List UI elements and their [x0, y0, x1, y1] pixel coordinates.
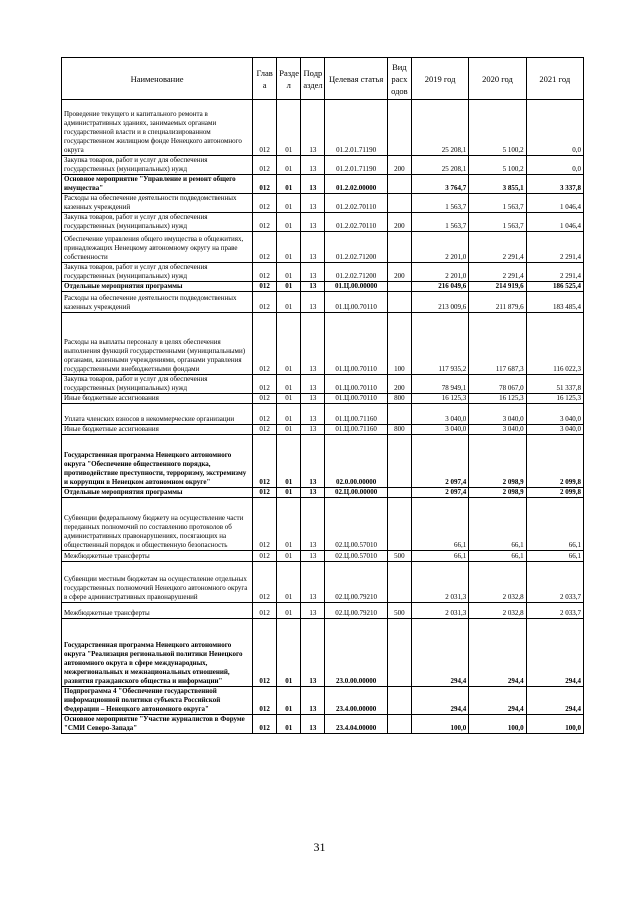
cell-article: 01.Ц.00.70110 — [325, 292, 387, 313]
cell-name: Субвенции федеральному бюджету на осуществление части переданных полномочий по составлению протоколов об административных правонарушениях, посягающих на общественный порядок и общественную безопасность — [62, 498, 253, 551]
cell-y2020: 2 098,9 — [469, 435, 526, 488]
cell-y2021: 0,0 — [526, 100, 583, 156]
cell-y2020: 1 563,7 — [469, 194, 526, 213]
cell-podrazdel: 13 — [301, 213, 325, 232]
cell-razdel: 01 — [277, 425, 301, 435]
cell-podrazdel: 13 — [301, 194, 325, 213]
table-row — [62, 375, 584, 394]
cell-y2019: 2 097,4 — [411, 435, 468, 488]
cell-article: 01.2.02.70110 — [325, 194, 387, 213]
cell-vid — [387, 715, 411, 734]
cell-glava: 012 — [253, 488, 277, 498]
cell-vid — [387, 194, 411, 213]
header-2021: 2021 год — [526, 58, 583, 100]
cell-podrazdel: 13 — [301, 292, 325, 313]
cell-y2019: 216 049,6 — [411, 282, 468, 292]
cell-y2021: 116 022,3 — [526, 313, 583, 375]
cell-article: 01.2.01.71190 — [325, 156, 387, 175]
cell-y2020: 2 032,8 — [469, 562, 526, 603]
cell-podrazdel: 13 — [301, 282, 325, 292]
cell-y2020: 100,0 — [469, 715, 526, 734]
cell-name: Основное мероприятие "Управление и ремонт общего имущества" — [62, 175, 253, 194]
cell-razdel: 01 — [277, 213, 301, 232]
cell-glava: 012 — [253, 292, 277, 313]
cell-razdel: 01 — [277, 100, 301, 156]
cell-vid: 800 — [387, 425, 411, 435]
table-row — [62, 435, 584, 488]
cell-podrazdel: 13 — [301, 175, 325, 194]
budget-table — [61, 57, 584, 734]
cell-y2021: 100,0 — [526, 715, 583, 734]
cell-y2021: 2 033,7 — [526, 562, 583, 603]
cell-glava: 012 — [253, 619, 277, 687]
table-row — [62, 100, 584, 156]
cell-vid — [387, 404, 411, 425]
cell-glava: 012 — [253, 263, 277, 282]
cell-article: 23.4.00.00000 — [325, 687, 387, 715]
table-row — [62, 263, 584, 282]
cell-article: 01.2.02.00000 — [325, 175, 387, 194]
cell-y2019: 16 125,3 — [411, 394, 468, 404]
cell-y2021: 66,1 — [526, 498, 583, 551]
table-row — [62, 715, 584, 734]
cell-razdel: 01 — [277, 394, 301, 404]
cell-y2021: 51 337,8 — [526, 375, 583, 394]
cell-y2021: 16 125,3 — [526, 394, 583, 404]
cell-y2019: 25 208,1 — [411, 156, 468, 175]
cell-glava: 012 — [253, 175, 277, 194]
cell-y2020: 2 032,8 — [469, 603, 526, 619]
cell-razdel: 01 — [277, 175, 301, 194]
cell-glava: 012 — [253, 687, 277, 715]
cell-article: 01.2.02.70110 — [325, 213, 387, 232]
cell-y2021: 294,4 — [526, 687, 583, 715]
cell-vid — [387, 687, 411, 715]
cell-article: 01.Ц.00.70110 — [325, 313, 387, 375]
cell-y2021: 1 046,4 — [526, 213, 583, 232]
cell-y2021: 66,1 — [526, 551, 583, 562]
cell-podrazdel: 13 — [301, 619, 325, 687]
cell-glava: 012 — [253, 603, 277, 619]
cell-podrazdel: 13 — [301, 603, 325, 619]
cell-y2020: 2 291,4 — [469, 263, 526, 282]
cell-vid — [387, 175, 411, 194]
cell-podrazdel: 13 — [301, 156, 325, 175]
cell-y2019: 3 040,0 — [411, 404, 468, 425]
table-row — [62, 232, 584, 263]
cell-y2021: 3 040,0 — [526, 425, 583, 435]
cell-article: 23.0.00.00000 — [325, 619, 387, 687]
cell-y2021: 2 291,4 — [526, 232, 583, 263]
cell-y2020: 3 040,0 — [469, 425, 526, 435]
cell-y2020: 2 291,4 — [469, 232, 526, 263]
cell-glava: 012 — [253, 425, 277, 435]
cell-vid — [387, 562, 411, 603]
table-row — [62, 156, 584, 175]
cell-y2020: 78 067,0 — [469, 375, 526, 394]
cell-y2021: 0,0 — [526, 156, 583, 175]
cell-y2021: 2 033,7 — [526, 603, 583, 619]
cell-article: 02.Ц.00.57010 — [325, 551, 387, 562]
cell-y2021: 2 099,8 — [526, 488, 583, 498]
cell-name: Расходы на выплаты персоналу в целях обеспечения выполнения функций государственными (муниципальными) органами, казенными учреждениями, органами управления государственными внебюджетными фондами — [62, 313, 253, 375]
cell-name: Расходы на обеспечение деятельности подведомственных казенных учреждений — [62, 292, 253, 313]
cell-article: 01.2.01.71190 — [325, 100, 387, 156]
cell-podrazdel: 13 — [301, 313, 325, 375]
cell-y2020: 66,1 — [469, 498, 526, 551]
cell-vid: 200 — [387, 213, 411, 232]
cell-name: Государственная программа Ненецкого автономного округа "Реализация региональной политики Ненецкого автономного округа в сфере международных, межрегиональных и межнациональных отношений, развития гражданского общества и информации" — [62, 619, 253, 687]
cell-vid: 100 — [387, 313, 411, 375]
cell-y2021: 3 040,0 — [526, 404, 583, 425]
cell-y2020: 66,1 — [469, 551, 526, 562]
cell-vid — [387, 232, 411, 263]
cell-y2019: 294,4 — [411, 687, 468, 715]
cell-vid — [387, 435, 411, 488]
cell-article: 01.Ц.00.00000 — [325, 282, 387, 292]
cell-vid: 500 — [387, 603, 411, 619]
cell-name: Иные бюджетные ассигнования — [62, 425, 253, 435]
cell-y2021: 1 046,4 — [526, 194, 583, 213]
cell-article: 01.Ц.00.71160 — [325, 404, 387, 425]
cell-y2020: 294,4 — [469, 619, 526, 687]
cell-y2020: 211 879,6 — [469, 292, 526, 313]
cell-podrazdel: 13 — [301, 551, 325, 562]
cell-y2020: 16 125,3 — [469, 394, 526, 404]
cell-y2019: 25 208,1 — [411, 100, 468, 156]
cell-glava: 012 — [253, 404, 277, 425]
cell-y2019: 2 097,4 — [411, 488, 468, 498]
cell-article: 23.4.04.00000 — [325, 715, 387, 734]
table-row — [62, 619, 584, 687]
header-2020: 2020 год — [469, 58, 526, 100]
cell-name: Субвенции местным бюджетам на осуществление отдельных государственных полномочий Ненецкого автономного округа в сфере административных правонарушений — [62, 562, 253, 603]
header-vid: Вид расх одов — [387, 58, 411, 100]
cell-vid — [387, 100, 411, 156]
cell-vid: 200 — [387, 263, 411, 282]
cell-name: Обеспечение управления общего имущества в общежитиях, принадлежащих Ненецкому автономному округу на праве собственности — [62, 232, 253, 263]
cell-glava: 012 — [253, 100, 277, 156]
cell-y2019: 3 040,0 — [411, 425, 468, 435]
cell-y2019: 1 563,7 — [411, 213, 468, 232]
cell-razdel: 01 — [277, 263, 301, 282]
cell-vid — [387, 282, 411, 292]
cell-y2019: 2 201,0 — [411, 232, 468, 263]
table-row — [62, 194, 584, 213]
header-2019: 2019 год — [411, 58, 468, 100]
cell-podrazdel: 13 — [301, 435, 325, 488]
table-row — [62, 292, 584, 313]
cell-y2021: 183 485,4 — [526, 292, 583, 313]
cell-razdel: 01 — [277, 375, 301, 394]
cell-y2019: 2 201,0 — [411, 263, 468, 282]
table-row — [62, 175, 584, 194]
cell-article: 02.Ц.00.79210 — [325, 603, 387, 619]
cell-name: Закупка товаров, работ и услуг для обеспечения государственных (муниципальных) нужд — [62, 156, 253, 175]
cell-y2020: 2 098,9 — [469, 488, 526, 498]
cell-glava: 012 — [253, 213, 277, 232]
cell-name: Уплата членских взносов в некоммерческие организации — [62, 404, 253, 425]
table-header-row — [62, 58, 584, 100]
cell-y2020: 3 855,1 — [469, 175, 526, 194]
header-name: Наименование — [62, 58, 253, 100]
cell-glava: 012 — [253, 232, 277, 263]
cell-glava: 012 — [253, 435, 277, 488]
cell-name: Отдельные мероприятия программы — [62, 488, 253, 498]
cell-name: Закупка товаров, работ и услуг для обеспечения государственных (муниципальных) нужд — [62, 263, 253, 282]
cell-podrazdel: 13 — [301, 498, 325, 551]
table-row — [62, 488, 584, 498]
cell-y2019: 66,1 — [411, 551, 468, 562]
cell-glava: 012 — [253, 551, 277, 562]
cell-razdel: 01 — [277, 313, 301, 375]
cell-y2021: 2 099,8 — [526, 435, 583, 488]
cell-vid: 200 — [387, 156, 411, 175]
cell-article: 02.Ц.00.79210 — [325, 562, 387, 603]
cell-vid: 500 — [387, 551, 411, 562]
cell-podrazdel: 13 — [301, 375, 325, 394]
cell-glava: 012 — [253, 562, 277, 603]
cell-razdel: 01 — [277, 488, 301, 498]
cell-y2021: 2 291,4 — [526, 263, 583, 282]
cell-podrazdel: 13 — [301, 715, 325, 734]
cell-razdel: 01 — [277, 435, 301, 488]
cell-y2019: 2 031,3 — [411, 562, 468, 603]
cell-vid: 200 — [387, 375, 411, 394]
cell-y2019: 213 009,6 — [411, 292, 468, 313]
cell-y2020: 5 100,2 — [469, 100, 526, 156]
cell-razdel: 01 — [277, 232, 301, 263]
table-row — [62, 425, 584, 435]
cell-name: Государственная программа Ненецкого автономного округа "Обеспечение общественного порядка, противодействие преступности, терроризму, экстремизму и коррупции в Ненецком автономном округе" — [62, 435, 253, 488]
cell-article: 02.Ц.00.00000 — [325, 488, 387, 498]
cell-podrazdel: 13 — [301, 394, 325, 404]
cell-name: Подпрограмма 4 "Обеспечение государственной информационной политики субъекта Российской Федерации – Ненецкого автономного округа" — [62, 687, 253, 715]
cell-razdel: 01 — [277, 498, 301, 551]
cell-razdel: 01 — [277, 194, 301, 213]
cell-podrazdel: 13 — [301, 232, 325, 263]
cell-article: 01.Ц.00.71160 — [325, 425, 387, 435]
header-podrazdel: Подр аздел — [301, 58, 325, 100]
cell-name: Иные бюджетные ассигнования — [62, 394, 253, 404]
cell-y2019: 66,1 — [411, 498, 468, 551]
cell-y2021: 294,4 — [526, 619, 583, 687]
cell-glava: 012 — [253, 156, 277, 175]
cell-y2019: 1 563,7 — [411, 194, 468, 213]
table-row — [62, 282, 584, 292]
cell-vid — [387, 292, 411, 313]
cell-podrazdel: 13 — [301, 425, 325, 435]
cell-podrazdel: 13 — [301, 404, 325, 425]
cell-podrazdel: 13 — [301, 488, 325, 498]
cell-razdel: 01 — [277, 282, 301, 292]
cell-y2021: 3 337,8 — [526, 175, 583, 194]
cell-podrazdel: 13 — [301, 687, 325, 715]
cell-podrazdel: 13 — [301, 100, 325, 156]
cell-article: 01.2.02.71200 — [325, 232, 387, 263]
cell-podrazdel: 13 — [301, 562, 325, 603]
cell-razdel: 01 — [277, 687, 301, 715]
cell-glava: 012 — [253, 375, 277, 394]
table-row — [62, 498, 584, 551]
cell-razdel: 01 — [277, 551, 301, 562]
cell-article: 02.Ц.00.57010 — [325, 498, 387, 551]
cell-razdel: 01 — [277, 619, 301, 687]
header-glava: Глав а — [253, 58, 277, 100]
table-row — [62, 213, 584, 232]
cell-article: 01.Ц.00.70110 — [325, 394, 387, 404]
cell-article: 01.2.02.71200 — [325, 263, 387, 282]
cell-y2020: 3 040,0 — [469, 404, 526, 425]
table-row — [62, 551, 584, 562]
cell-vid — [387, 488, 411, 498]
cell-y2019: 117 935,2 — [411, 313, 468, 375]
cell-y2020: 294,4 — [469, 687, 526, 715]
cell-y2019: 78 949,1 — [411, 375, 468, 394]
cell-razdel: 01 — [277, 715, 301, 734]
cell-vid — [387, 619, 411, 687]
cell-name: Межбюджетные трансферты — [62, 603, 253, 619]
cell-vid: 800 — [387, 394, 411, 404]
cell-razdel: 01 — [277, 292, 301, 313]
cell-y2019: 3 764,7 — [411, 175, 468, 194]
cell-y2020: 117 687,3 — [469, 313, 526, 375]
cell-name: Межбюджетные трансферты — [62, 551, 253, 562]
table-row — [62, 313, 584, 375]
cell-y2020: 214 919,6 — [469, 282, 526, 292]
cell-razdel: 01 — [277, 156, 301, 175]
header-razdel: Разде л — [277, 58, 301, 100]
cell-vid — [387, 498, 411, 551]
cell-glava: 012 — [253, 715, 277, 734]
cell-razdel: 01 — [277, 603, 301, 619]
cell-razdel: 01 — [277, 404, 301, 425]
cell-y2020: 1 563,7 — [469, 213, 526, 232]
cell-glava: 012 — [253, 194, 277, 213]
cell-article: 02.0.00.00000 — [325, 435, 387, 488]
cell-glava: 012 — [253, 394, 277, 404]
cell-glava: 012 — [253, 282, 277, 292]
cell-glava: 012 — [253, 313, 277, 375]
cell-y2019: 2 031,3 — [411, 603, 468, 619]
page-number: 31 — [313, 840, 326, 854]
table-body — [62, 100, 584, 734]
cell-name: Основное мероприятие "Участие журналистов в Форуме "СМИ Северо-Запада" — [62, 715, 253, 734]
cell-name: Закупка товаров, работ и услуг для обеспечения государственных (муниципальных) нужд — [62, 375, 253, 394]
cell-name: Проведение текущего и капитального ремонта в административных зданиях, занимаемых органами государственной власти и в специализированном государственном жилищном фонде Ненецкого автономного округа — [62, 100, 253, 156]
cell-y2019: 294,4 — [411, 619, 468, 687]
cell-name: Отдельные мероприятия программы — [62, 282, 253, 292]
cell-name: Расходы на обеспечение деятельности подведомственных казенных учреждений — [62, 194, 253, 213]
cell-name: Закупка товаров, работ и услуг для обеспечения государственных (муниципальных) нужд — [62, 213, 253, 232]
cell-glava: 012 — [253, 498, 277, 551]
table-row — [62, 687, 584, 715]
cell-y2021: 186 525,4 — [526, 282, 583, 292]
cell-podrazdel: 13 — [301, 263, 325, 282]
table-row — [62, 562, 584, 603]
cell-razdel: 01 — [277, 562, 301, 603]
table-row — [62, 404, 584, 425]
table-row — [62, 394, 584, 404]
header-article: Целевая статья — [325, 58, 387, 100]
cell-article: 01.Ц.00.70110 — [325, 375, 387, 394]
cell-y2020: 5 100,2 — [469, 156, 526, 175]
table-row — [62, 603, 584, 619]
cell-y2019: 100,0 — [411, 715, 468, 734]
